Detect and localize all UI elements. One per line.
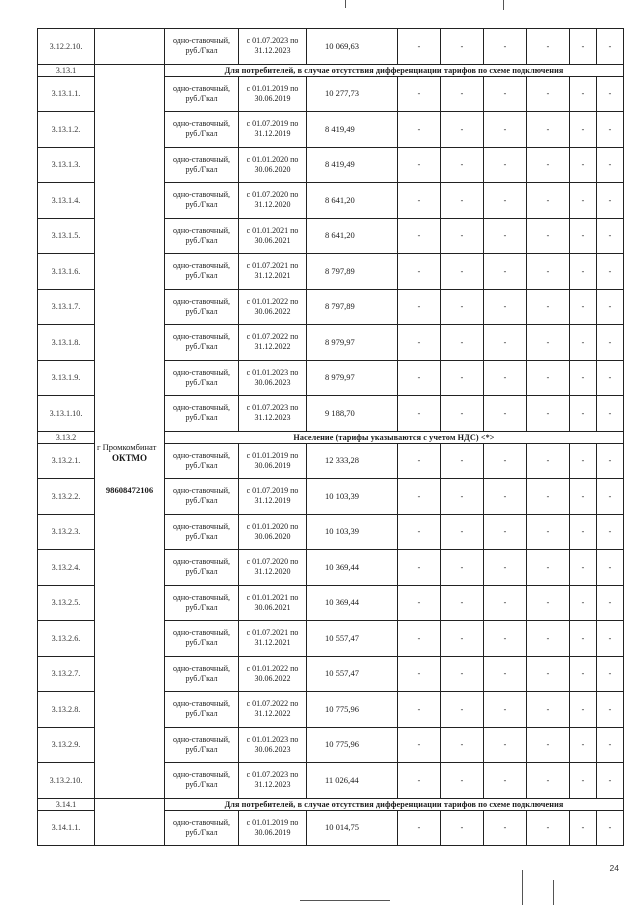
unit-cell: одно-ставочный, руб./Гкал xyxy=(165,479,239,515)
dash-cell: - xyxy=(570,621,597,657)
page-number: 24 xyxy=(609,863,619,873)
row-code: 3.13.1.5. xyxy=(38,218,95,254)
tariff-value: 10 557,47 xyxy=(307,656,398,692)
section-title: Для потребителей, в случае отсутствия дифференциации тарифов по схеме подключения xyxy=(165,64,624,76)
row-code: 3.13.1.2. xyxy=(38,112,95,148)
dash-cell: - xyxy=(441,289,484,325)
dash-cell: - xyxy=(484,479,527,515)
tariff-value: 8 979,97 xyxy=(307,360,398,396)
tariff-value: 8 641,20 xyxy=(307,183,398,219)
dash-cell: - xyxy=(441,656,484,692)
dash-cell: - xyxy=(570,325,597,361)
dash-cell: - xyxy=(597,514,624,550)
dash-cell: - xyxy=(570,479,597,515)
unit-cell: одно-ставочный, руб./Гкал xyxy=(165,810,239,846)
tariff-value: 8 641,20 xyxy=(307,218,398,254)
dash-cell: - xyxy=(527,289,570,325)
dash-cell: - xyxy=(398,289,441,325)
dash-cell: - xyxy=(527,585,570,621)
dash-cell: - xyxy=(484,29,527,65)
dash-cell: - xyxy=(570,147,597,183)
dash-cell: - xyxy=(570,810,597,846)
dash-cell: - xyxy=(484,147,527,183)
period-cell: с 01.01.2023 по 30.06.2023 xyxy=(239,360,307,396)
dash-cell: - xyxy=(570,218,597,254)
period-cell: с 01.07.2023 по 31.12.2023 xyxy=(239,763,307,799)
section-row xyxy=(38,64,624,76)
tariff-value: 8 797,89 xyxy=(307,289,398,325)
dash-cell: - xyxy=(441,810,484,846)
section-code: 3.13.1 xyxy=(38,64,95,76)
dash-cell: - xyxy=(484,727,527,763)
dash-cell: - xyxy=(527,727,570,763)
dash-cell: - xyxy=(597,183,624,219)
section-code: 3.13.2 xyxy=(38,431,95,443)
dash-cell: - xyxy=(398,360,441,396)
period-cell: с 01.07.2022 по 31.12.2022 xyxy=(239,692,307,728)
dash-cell: - xyxy=(398,325,441,361)
unit-cell: одно-ставочный, руб./Гкал xyxy=(165,727,239,763)
dash-cell: - xyxy=(597,550,624,586)
dash-cell: - xyxy=(398,763,441,799)
unit-cell: одно-ставочный, руб./Гкал xyxy=(165,289,239,325)
dash-cell: - xyxy=(484,692,527,728)
row-code: 3.13.2.8. xyxy=(38,692,95,728)
tariff-value: 8 419,49 xyxy=(307,147,398,183)
dash-cell: - xyxy=(398,183,441,219)
row-code: 3.12.2.10. xyxy=(38,29,95,65)
dash-cell: - xyxy=(398,621,441,657)
dash-cell: - xyxy=(398,147,441,183)
dash-cell: - xyxy=(527,810,570,846)
tariff-value: 10 369,44 xyxy=(307,585,398,621)
period-cell: с 01.01.2020 по 30.06.2020 xyxy=(239,147,307,183)
dash-cell: - xyxy=(484,289,527,325)
tariff-value: 10 103,39 xyxy=(307,479,398,515)
dash-cell: - xyxy=(570,727,597,763)
dash-cell: - xyxy=(398,29,441,65)
dash-cell: - xyxy=(570,585,597,621)
dash-cell: - xyxy=(441,585,484,621)
tariff-value: 10 069,63 xyxy=(307,29,398,65)
period-cell: с 01.01.2021 по 30.06.2021 xyxy=(239,218,307,254)
dash-cell: - xyxy=(527,763,570,799)
dash-cell: - xyxy=(398,396,441,432)
dash-cell: - xyxy=(570,360,597,396)
unit-cell: одно-ставочный, руб./Гкал xyxy=(165,29,239,65)
row-code: 3.13.2.7. xyxy=(38,656,95,692)
dash-cell: - xyxy=(484,360,527,396)
unit-cell: одно-ставочный, руб./Гкал xyxy=(165,254,239,290)
dash-cell: - xyxy=(398,254,441,290)
row-code: 3.13.2.9. xyxy=(38,727,95,763)
dash-cell: - xyxy=(597,396,624,432)
dash-cell: - xyxy=(484,550,527,586)
period-cell: с 01.07.2019 по 31.12.2019 xyxy=(239,479,307,515)
dash-cell: - xyxy=(570,443,597,479)
dash-cell: - xyxy=(398,443,441,479)
dash-cell: - xyxy=(441,360,484,396)
dash-cell: - xyxy=(527,147,570,183)
dash-cell: - xyxy=(441,692,484,728)
dash-cell: - xyxy=(398,656,441,692)
dash-cell: - xyxy=(398,76,441,112)
row-code: 3.13.1.4. xyxy=(38,183,95,219)
dash-cell: - xyxy=(484,514,527,550)
dash-cell: - xyxy=(597,763,624,799)
row-code: 3.13.2.10. xyxy=(38,763,95,799)
row-code: 3.13.2.1. xyxy=(38,443,95,479)
unit-cell: одно-ставочный, руб./Гкал xyxy=(165,514,239,550)
dash-cell: - xyxy=(441,621,484,657)
dash-cell: - xyxy=(597,443,624,479)
dash-cell: - xyxy=(398,218,441,254)
tariff-value: 10 014,75 xyxy=(307,810,398,846)
scan-artifact-line xyxy=(345,0,346,8)
dash-cell: - xyxy=(597,289,624,325)
tariff-value: 10 775,96 xyxy=(307,727,398,763)
period-cell: с 01.07.2023 по 31.12.2023 xyxy=(239,396,307,432)
scan-artifact-line xyxy=(300,900,390,901)
unit-cell: одно-ставочный, руб./Гкал xyxy=(165,218,239,254)
period-cell: с 01.07.2021 по 31.12.2021 xyxy=(239,254,307,290)
row-code: 3.13.2.5. xyxy=(38,585,95,621)
dash-cell: - xyxy=(570,692,597,728)
dash-cell: - xyxy=(484,325,527,361)
dash-cell: - xyxy=(484,621,527,657)
scan-artifact-line xyxy=(503,0,504,10)
dash-cell: - xyxy=(441,514,484,550)
period-cell: с 01.01.2019 по 30.06.2019 xyxy=(239,76,307,112)
row-code: 3.13.2.2. xyxy=(38,479,95,515)
dash-cell: - xyxy=(597,585,624,621)
dash-cell: - xyxy=(597,360,624,396)
unit-cell: одно-ставочный, руб./Гкал xyxy=(165,656,239,692)
row-code: 3.13.1.9. xyxy=(38,360,95,396)
dash-cell: - xyxy=(570,254,597,290)
section-title: Население (тарифы указываются с учетом НДС) <*> xyxy=(165,431,624,443)
unit-cell: одно-ставочный, руб./Гкал xyxy=(165,763,239,799)
dash-cell: - xyxy=(527,183,570,219)
tariff-value: 8 797,89 xyxy=(307,254,398,290)
dash-cell: - xyxy=(570,550,597,586)
dash-cell: - xyxy=(484,585,527,621)
period-cell: с 01.01.2022 по 30.06.2022 xyxy=(239,289,307,325)
tariff-table xyxy=(37,28,624,846)
dash-cell: - xyxy=(484,810,527,846)
dash-cell: - xyxy=(484,396,527,432)
dash-cell: - xyxy=(527,218,570,254)
dash-cell: - xyxy=(597,692,624,728)
period-cell: с 01.01.2023 по 30.06.2023 xyxy=(239,727,307,763)
tariff-value: 10 557,47 xyxy=(307,621,398,657)
dash-cell: - xyxy=(441,550,484,586)
dash-cell: - xyxy=(398,727,441,763)
organization-cell xyxy=(95,64,165,798)
tariff-value: 10 369,44 xyxy=(307,550,398,586)
dash-cell: - xyxy=(597,76,624,112)
dash-cell: - xyxy=(527,360,570,396)
dash-cell: - xyxy=(597,810,624,846)
dash-cell: - xyxy=(484,218,527,254)
dash-cell: - xyxy=(570,112,597,148)
period-cell: с 01.01.2020 по 30.06.2020 xyxy=(239,514,307,550)
tariff-value: 12 333,28 xyxy=(307,443,398,479)
row-code: 3.14.1.1. xyxy=(38,810,95,846)
period-cell: с 01.07.2020 по 31.12.2020 xyxy=(239,183,307,219)
dash-cell: - xyxy=(441,183,484,219)
tariff-value: 9 188,70 xyxy=(307,396,398,432)
dash-cell: - xyxy=(441,443,484,479)
unit-cell: одно-ставочный, руб./Гкал xyxy=(165,550,239,586)
dash-cell: - xyxy=(484,183,527,219)
dash-cell: - xyxy=(570,396,597,432)
dash-cell: - xyxy=(570,763,597,799)
dash-cell: - xyxy=(441,254,484,290)
dash-cell: - xyxy=(570,656,597,692)
scan-artifact-line xyxy=(522,870,523,905)
unit-cell: одно-ставочный, руб./Гкал xyxy=(165,621,239,657)
dash-cell: - xyxy=(527,514,570,550)
row-code: 3.13.1.10. xyxy=(38,396,95,432)
row-code: 3.13.2.6. xyxy=(38,621,95,657)
dash-cell: - xyxy=(597,656,624,692)
dash-cell: - xyxy=(597,325,624,361)
period-cell: с 01.01.2021 по 30.06.2021 xyxy=(239,585,307,621)
dash-cell: - xyxy=(597,254,624,290)
dash-cell: - xyxy=(484,763,527,799)
unit-cell: одно-ставочный, руб./Гкал xyxy=(165,396,239,432)
dash-cell: - xyxy=(597,479,624,515)
dash-cell: - xyxy=(484,112,527,148)
row-code: 3.13.1.1. xyxy=(38,76,95,112)
dash-cell: - xyxy=(398,550,441,586)
dash-cell: - xyxy=(484,254,527,290)
period-cell: с 01.07.2019 по 31.12.2019 xyxy=(239,112,307,148)
dash-cell: - xyxy=(597,29,624,65)
dash-cell: - xyxy=(527,692,570,728)
dash-cell: - xyxy=(441,218,484,254)
section-title: Для потребителей, в случае отсутствия дифференциации тарифов по схеме подключения xyxy=(165,798,624,810)
dash-cell: - xyxy=(441,325,484,361)
dash-cell: - xyxy=(398,479,441,515)
row-code: 3.13.1.6. xyxy=(38,254,95,290)
dash-cell: - xyxy=(441,396,484,432)
dash-cell: - xyxy=(527,396,570,432)
dash-cell: - xyxy=(570,29,597,65)
dash-cell: - xyxy=(597,218,624,254)
period-cell: с 01.07.2021 по 31.12.2021 xyxy=(239,621,307,657)
period-cell: с 01.07.2020 по 31.12.2020 xyxy=(239,550,307,586)
dash-cell: - xyxy=(398,112,441,148)
dash-cell: - xyxy=(527,29,570,65)
row-code: 3.13.1.7. xyxy=(38,289,95,325)
oktmo-code: 98608472106 xyxy=(105,485,154,495)
dash-cell: - xyxy=(484,76,527,112)
section-code: 3.14.1 xyxy=(38,798,95,810)
tariff-value: 10 277,73 xyxy=(307,76,398,112)
period-cell: с 01.07.2022 по 31.12.2022 xyxy=(239,325,307,361)
unit-cell: одно-ставочный, руб./Гкал xyxy=(165,692,239,728)
dash-cell: - xyxy=(597,727,624,763)
dash-cell: - xyxy=(597,621,624,657)
scan-artifact-line xyxy=(553,880,554,905)
organization-cell xyxy=(95,798,165,846)
dash-cell: - xyxy=(527,550,570,586)
dash-cell: - xyxy=(527,112,570,148)
period-cell: с 01.01.2022 по 30.06.2022 xyxy=(239,656,307,692)
oktmo-label: ОКТМО xyxy=(112,452,147,463)
row-code: 3.13.2.3. xyxy=(38,514,95,550)
dash-cell: - xyxy=(527,656,570,692)
period-cell: с 01.07.2023 по 31.12.2023 xyxy=(239,29,307,65)
unit-cell: одно-ставочный, руб./Гкал xyxy=(165,443,239,479)
dash-cell: - xyxy=(527,325,570,361)
table-row xyxy=(38,29,624,65)
unit-cell: одно-ставочный, руб./Гкал xyxy=(165,183,239,219)
unit-cell: одно-ставочный, руб./Гкал xyxy=(165,76,239,112)
dash-cell: - xyxy=(570,183,597,219)
dash-cell: - xyxy=(398,585,441,621)
organization-cell xyxy=(95,29,165,65)
tariff-table-body xyxy=(38,29,624,846)
dash-cell: - xyxy=(441,479,484,515)
tariff-value: 10 103,39 xyxy=(307,514,398,550)
dash-cell: - xyxy=(441,76,484,112)
dash-cell: - xyxy=(441,763,484,799)
dash-cell: - xyxy=(597,112,624,148)
unit-cell: одно-ставочный, руб./Гкал xyxy=(165,112,239,148)
dash-cell: - xyxy=(398,810,441,846)
tariff-value: 8 979,97 xyxy=(307,325,398,361)
dash-cell: - xyxy=(484,443,527,479)
dash-cell: - xyxy=(398,514,441,550)
dash-cell: - xyxy=(441,147,484,183)
tariff-value: 11 026,44 xyxy=(307,763,398,799)
dash-cell: - xyxy=(597,147,624,183)
row-code: 3.13.2.4. xyxy=(38,550,95,586)
dash-cell: - xyxy=(441,112,484,148)
dash-cell: - xyxy=(398,692,441,728)
dash-cell: - xyxy=(527,621,570,657)
tariff-value: 10 775,96 xyxy=(307,692,398,728)
dash-cell: - xyxy=(484,656,527,692)
unit-cell: одно-ставочный, руб./Гкал xyxy=(165,147,239,183)
row-code: 3.13.1.3. xyxy=(38,147,95,183)
unit-cell: одно-ставочный, руб./Гкал xyxy=(165,585,239,621)
period-cell: с 01.01.2019 по 30.06.2019 xyxy=(239,810,307,846)
dash-cell: - xyxy=(441,29,484,65)
dash-cell: - xyxy=(570,76,597,112)
dash-cell: - xyxy=(527,76,570,112)
unit-cell: одно-ставочный, руб./Гкал xyxy=(165,325,239,361)
dash-cell: - xyxy=(570,289,597,325)
unit-cell: одно-ставочный, руб./Гкал xyxy=(165,360,239,396)
dash-cell: - xyxy=(527,443,570,479)
row-code: 3.13.1.8. xyxy=(38,325,95,361)
section-row xyxy=(38,798,624,810)
period-cell: с 01.01.2019 по 30.06.2019 xyxy=(239,443,307,479)
dash-cell: - xyxy=(570,514,597,550)
tariff-value: 8 419,49 xyxy=(307,112,398,148)
dash-cell: - xyxy=(441,727,484,763)
dash-cell: - xyxy=(527,479,570,515)
organization-name: г Промкомбинат xyxy=(97,442,157,452)
dash-cell: - xyxy=(527,254,570,290)
